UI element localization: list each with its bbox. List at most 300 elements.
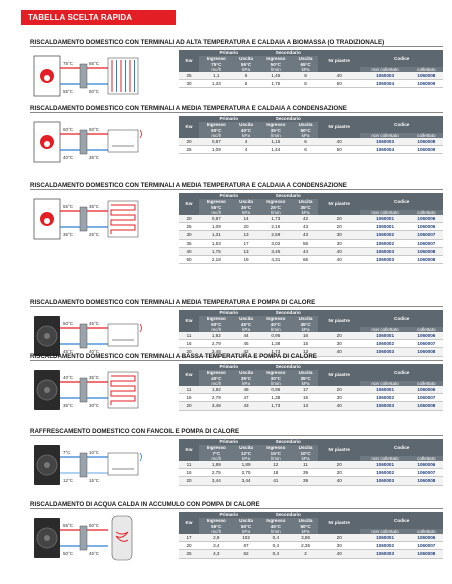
col-unit: collettato <box>410 529 443 534</box>
col-flow-label: Uscita <box>293 122 318 128</box>
product-code: 1060002 <box>360 469 409 477</box>
col-unit: l/min <box>259 67 294 72</box>
table-row <box>179 72 443 80</box>
table-cell: 67 <box>234 542 259 550</box>
table-cell: 41 <box>259 477 294 485</box>
col-unit: kPa <box>234 381 259 386</box>
table-cell: 20 <box>179 348 199 356</box>
diagram <box>32 116 142 168</box>
table-row <box>179 469 443 477</box>
plate-exchanger <box>80 207 87 231</box>
table-cell: 0,95 <box>259 386 294 394</box>
section-title: RISCALDAMENTO DOMESTICO CON TERMINALI AD ALTA TEMPERATURA E CALDAIA A BIOMASSA (O TRADIZIONALE) <box>30 38 443 47</box>
col-unit: mc/h <box>199 210 234 215</box>
temperature-label: 65°C <box>89 61 100 66</box>
col-unit: mc/h <box>199 381 234 386</box>
table-cell: 40 <box>318 402 360 410</box>
col-temperature: 45°C <box>234 322 259 328</box>
product-code: 1060008 <box>410 247 443 255</box>
product-code: 1060007 <box>410 542 443 550</box>
table-cell: 20 <box>318 534 360 542</box>
col-temperature: 75°C <box>199 62 234 68</box>
col-flow-label: Uscita <box>234 122 259 128</box>
col-codice: Codice <box>360 364 443 381</box>
system-diagram <box>32 116 142 168</box>
temperature-label: 55°C <box>63 523 74 528</box>
table-cell: 30 <box>318 239 360 247</box>
table-cell: 30 <box>318 542 360 550</box>
diagram <box>32 512 142 564</box>
table-cell: 1,15 <box>259 138 294 146</box>
col-unit: mc/h <box>199 456 234 461</box>
col-unit: kPa <box>293 381 318 386</box>
table-cell: 2,16 <box>259 223 294 231</box>
col-flow-label: Ingresso <box>259 370 294 376</box>
product-code: 1060007 <box>410 231 443 239</box>
col-primario: Primario <box>199 512 259 518</box>
product-code: 1060002 <box>360 394 409 402</box>
table-cell: 20 <box>179 215 199 223</box>
table-cell: 3,48 <box>199 348 234 356</box>
table-cell: 20 <box>318 386 360 394</box>
table-cell: 6 <box>293 146 318 154</box>
selection-table <box>179 50 443 88</box>
table-cell: 50 <box>318 80 360 88</box>
table-cell: 48 <box>234 386 259 394</box>
selection-table <box>179 116 443 154</box>
table-cell: 0,87 <box>199 138 234 146</box>
temperature-label: 50°C <box>89 523 100 528</box>
product-code: 1060001 <box>360 386 409 394</box>
fancoil-unit <box>108 453 138 475</box>
col-flow-label: Uscita <box>293 370 318 376</box>
table-row <box>179 394 443 402</box>
col-secondario: Secondario <box>259 116 319 122</box>
table-cell: 17 <box>234 239 259 247</box>
col-flow-label: Ingresso <box>199 316 234 322</box>
table-row <box>179 80 443 88</box>
product-code: 1060008 <box>410 550 443 558</box>
table-cell: 1,89 <box>234 461 259 469</box>
product-code: 1060003 <box>360 247 409 255</box>
diagram <box>32 193 142 245</box>
temperature-label: 55°C <box>63 204 74 209</box>
col-kw: Kw <box>179 364 199 386</box>
table-cell: 4,31 <box>259 256 294 264</box>
table-row <box>179 542 443 550</box>
table-cell: 40 <box>318 348 360 356</box>
col-unit: collettato <box>410 133 443 138</box>
col-flow-label: Ingresso <box>199 370 234 376</box>
col-unit: l/min <box>259 529 294 534</box>
table-cell: 1,1 <box>199 72 234 80</box>
col-temperature: 25°C <box>259 205 294 211</box>
col-nr-piastre: Nr piastre <box>318 116 360 138</box>
col-temperature: 35°C <box>234 376 259 382</box>
temperature-label: 45°C <box>89 321 100 326</box>
table-cell: 13 <box>293 402 318 410</box>
product-code: 1060006 <box>410 461 443 469</box>
table-cell: 4,3 <box>199 550 234 558</box>
col-flow-label: Ingresso <box>199 56 234 62</box>
product-code: 1060008 <box>410 477 443 485</box>
table-row <box>179 239 443 247</box>
product-code: 1060002 <box>360 231 409 239</box>
col-temperature: 45°C <box>293 322 318 328</box>
plate-exchanger <box>80 526 87 550</box>
product-code: 1060008 <box>410 138 443 146</box>
temperature-label: 40°C <box>63 155 74 160</box>
airflow-icon <box>140 453 142 461</box>
table-cell: 40 <box>179 247 199 255</box>
product-code: 1060001 <box>360 223 409 231</box>
product-code: 1060007 <box>410 469 443 477</box>
table-cell: 30 <box>318 231 360 239</box>
table-cell: 1,33 <box>199 80 234 88</box>
table-cell: 17 <box>179 534 199 542</box>
table-cell: 18 <box>259 469 294 477</box>
table-cell: 2,75 <box>234 469 259 477</box>
col-unit: collettato <box>410 67 443 72</box>
col-secondario: Secondario <box>259 364 319 370</box>
table-cell: 16 <box>179 469 199 477</box>
table-cell: 6 <box>293 138 318 146</box>
diagram <box>32 50 142 102</box>
system-diagram <box>32 50 142 102</box>
col-unit: kPa <box>293 210 318 215</box>
col-temperature: 50°C <box>199 322 234 328</box>
col-flow-label: Ingresso <box>199 122 234 128</box>
table-row <box>179 256 443 264</box>
diagram <box>32 439 142 491</box>
selection-section <box>30 104 443 160</box>
col-temperature: 40°C <box>259 322 294 328</box>
col-unit: kPa <box>234 210 259 215</box>
col-temperature: 15°C <box>259 451 294 457</box>
table-cell: 2,59 <box>259 231 294 239</box>
product-code: 1060003 <box>360 72 409 80</box>
section-title: RISCALDAMENTO DOMESTICO CON TERMINALI A MEDIA TEMPERATURA E CALDAIA A CONDENSAZIONE <box>30 104 443 113</box>
col-unit: non collettato <box>360 327 409 332</box>
col-flow-label: Ingresso <box>259 122 294 128</box>
col-unit: kPa <box>293 327 318 332</box>
table-row <box>179 340 443 348</box>
col-unit: l/min <box>259 210 294 215</box>
col-temperature: 35°C <box>234 205 259 211</box>
col-flow-label: Uscita <box>234 445 259 451</box>
table-cell: 30 <box>179 231 199 239</box>
table-cell: 20 <box>318 223 360 231</box>
product-code: 1060006 <box>410 223 443 231</box>
col-unit: kPa <box>234 529 259 534</box>
col-temperature: 65°C <box>293 62 318 68</box>
table-cell: 4 <box>234 138 259 146</box>
col-flow-label: Uscita <box>293 316 318 322</box>
col-primario: Primario <box>199 50 259 56</box>
col-unit: collettato <box>410 381 443 386</box>
col-nr-piastre: Nr piastre <box>318 364 360 386</box>
col-temperature: 50°C <box>259 62 294 68</box>
col-unit: kPa <box>293 529 318 534</box>
table-cell: 43 <box>293 231 318 239</box>
table-cell: 30 <box>318 469 360 477</box>
table-cell: 1,75 <box>259 80 294 88</box>
col-kw: Kw <box>179 310 199 332</box>
temperature-label: 50°C <box>63 321 74 326</box>
product-code: 1060003 <box>360 477 409 485</box>
table-cell: 1,09 <box>199 146 234 154</box>
col-primario: Primario <box>199 439 259 445</box>
table-cell: 40 <box>318 550 360 558</box>
plate-exchanger <box>80 64 87 88</box>
table-cell: 2,35 <box>293 542 318 550</box>
table-cell: 25 <box>179 550 199 558</box>
temperature-label: 35°C <box>89 375 100 380</box>
col-primario: Primario <box>199 116 259 122</box>
table-cell: 3,4 <box>199 542 234 550</box>
airflow-icon <box>140 130 142 138</box>
table-cell: 44 <box>293 247 318 255</box>
temperature-label: 40°C <box>63 375 74 380</box>
table-cell: 11 <box>179 386 199 394</box>
table-cell: 1,92 <box>199 332 234 340</box>
table-row <box>179 138 443 146</box>
table-row <box>179 550 443 558</box>
product-code: 1060006 <box>410 332 443 340</box>
table-cell: 0,4 <box>259 534 294 542</box>
product-code: 1060001 <box>360 215 409 223</box>
selection-table <box>179 364 443 411</box>
table-cell: 3,44 <box>234 477 259 485</box>
selection-section <box>30 427 443 484</box>
product-code: 1060003 <box>360 402 409 410</box>
selection-table <box>179 512 443 559</box>
table-cell: 1,44 <box>259 146 294 154</box>
col-primario: Primario <box>199 364 259 370</box>
product-code: 1060008 <box>410 256 443 264</box>
table-cell: 4 <box>234 146 259 154</box>
product-code: 1060009 <box>410 146 443 154</box>
col-temperature: 40°C <box>234 128 259 134</box>
temperature-label: 35°C <box>63 232 74 237</box>
col-codice: Codice <box>360 193 443 210</box>
selection-table <box>179 193 443 264</box>
col-unit: kPa <box>234 456 259 461</box>
col-flow-label: Ingresso <box>259 56 294 62</box>
product-code: 1060007 <box>410 239 443 247</box>
product-code: 1060003 <box>360 550 409 558</box>
col-nr-piastre: Nr piastre <box>318 193 360 215</box>
table-cell: 1,73 <box>259 402 294 410</box>
col-unit: l/min <box>259 381 294 386</box>
col-temperature: 30°C <box>259 376 294 382</box>
section-title: RISCALDAMENTO DI ACQUA CALDA IN ACCUMULO CON POMPA DI CALORE <box>30 500 443 509</box>
col-unit: non collettato <box>360 456 409 461</box>
col-unit: mc/h <box>199 327 234 332</box>
table-cell: 50 <box>318 146 360 154</box>
table-row <box>179 223 443 231</box>
table-cell: 15 <box>293 394 318 402</box>
product-code: 1060006 <box>410 386 443 394</box>
table-cell: 39 <box>293 469 318 477</box>
selection-section <box>30 181 443 263</box>
table-cell: 1,73 <box>259 348 294 356</box>
table-cell: 3,02 <box>259 239 294 247</box>
col-unit: non collettato <box>360 67 409 72</box>
col-flow-label: Uscita <box>234 199 259 205</box>
table-cell: 56 <box>293 239 318 247</box>
temperature-label: 35°C <box>89 155 100 160</box>
system-diagram <box>32 364 142 416</box>
table-cell: 62 <box>234 550 259 558</box>
table-cell: 44 <box>234 332 259 340</box>
floor-heating <box>108 372 138 408</box>
col-unit: l/min <box>259 327 294 332</box>
temperature-label: 75°C <box>63 61 74 66</box>
table-row <box>179 534 443 542</box>
product-code: 1060001 <box>360 332 409 340</box>
col-secondario: Secondario <box>259 439 319 445</box>
temperature-label: 7°C <box>63 450 71 455</box>
col-kw: Kw <box>179 193 199 215</box>
table-cell: 3,45 <box>259 247 294 255</box>
table-cell: 1,89 <box>199 461 234 469</box>
table-cell: 3,44 <box>199 477 234 485</box>
table-cell: 2,79 <box>199 340 234 348</box>
table-cell: 66 <box>293 256 318 264</box>
table-cell: 13 <box>293 348 318 356</box>
col-unit: non collettato <box>360 210 409 215</box>
product-code: 1060001 <box>360 461 409 469</box>
system-diagram <box>32 439 142 491</box>
col-temperature: 35°C <box>293 376 318 382</box>
table-cell: 20 <box>318 215 360 223</box>
col-unit: collettato <box>410 210 443 215</box>
selection-section <box>30 298 443 355</box>
col-flow-label: Uscita <box>234 316 259 322</box>
table-cell: 2 <box>293 550 318 558</box>
diagram <box>32 364 142 416</box>
table-cell: 16 <box>179 340 199 348</box>
temperature-label: 50°C <box>89 89 100 94</box>
col-temperature: 7°C <box>199 451 234 457</box>
product-code: 1060004 <box>360 146 409 154</box>
col-kw: Kw <box>179 50 199 72</box>
temperature-label: 35°C <box>63 403 74 408</box>
table-cell: 16 <box>179 394 199 402</box>
product-code: 1060007 <box>410 340 443 348</box>
col-flow-label: Uscita <box>234 370 259 376</box>
fancoil-unit <box>108 130 138 152</box>
col-unit: non collettato <box>360 381 409 386</box>
table-cell: 2,75 <box>199 469 234 477</box>
table-cell: 2,9 <box>199 534 234 542</box>
col-primario: Primario <box>199 310 259 316</box>
product-code: 1060003 <box>360 348 409 356</box>
temperature-label: 40°C <box>89 349 100 354</box>
table-cell: 11 <box>179 332 199 340</box>
product-code: 1060008 <box>410 402 443 410</box>
col-flow-label: Uscita <box>234 56 259 62</box>
table-cell: 47 <box>234 394 259 402</box>
col-flow-label: Ingresso <box>259 518 294 524</box>
col-secondario: Secondario <box>259 193 319 199</box>
col-codice: Codice <box>360 116 443 133</box>
table-cell: 45 <box>234 340 259 348</box>
table-cell: 11 <box>179 461 199 469</box>
table-cell: 1,92 <box>199 386 234 394</box>
table-cell: 0,4 <box>259 550 294 558</box>
col-nr-piastre: Nr piastre <box>318 50 360 72</box>
product-code: 1060003 <box>360 138 409 146</box>
table-cell: 5 <box>234 72 259 80</box>
table-cell: 1,38 <box>259 340 294 348</box>
col-temperature: 12°C <box>234 451 259 457</box>
table-cell: 20 <box>179 138 199 146</box>
table-cell: 0,95 <box>259 332 294 340</box>
table-row <box>179 215 443 223</box>
table-cell: 14 <box>234 215 259 223</box>
table-row <box>179 402 443 410</box>
table-cell: 5 <box>234 80 259 88</box>
col-temperature: 35°C <box>259 128 294 134</box>
col-flow-label: Ingresso <box>259 199 294 205</box>
table-cell: 13 <box>234 247 259 255</box>
col-unit: non collettato <box>360 133 409 138</box>
col-temperature: 50°C <box>234 524 259 530</box>
selection-section <box>30 352 443 409</box>
col-unit: non collettato <box>360 529 409 534</box>
table-cell: 42 <box>234 348 259 356</box>
col-unit: kPa <box>293 133 318 138</box>
table-cell: 19 <box>234 256 259 264</box>
table-cell: 20 <box>179 542 199 550</box>
col-temperature: 50°C <box>293 128 318 134</box>
col-codice: Codice <box>360 439 443 456</box>
table-cell: 20 <box>318 332 360 340</box>
col-temperature: 60°C <box>199 128 234 134</box>
table-cell: 30 <box>318 340 360 348</box>
table-cell: 1,45 <box>259 72 294 80</box>
table-cell: 25 <box>179 223 199 231</box>
temperature-label: 25°C <box>89 232 100 237</box>
col-kw: Kw <box>179 116 199 138</box>
col-nr-piastre: Nr piastre <box>318 439 360 461</box>
col-temperature: 55°C <box>234 62 259 68</box>
table-cell: 1,73 <box>259 215 294 223</box>
temperature-label: 15°C <box>89 478 100 483</box>
table-cell: 35 <box>179 239 199 247</box>
plate-exchanger <box>80 378 87 402</box>
table-cell: 17 <box>293 386 318 394</box>
plate-exchanger <box>80 324 87 348</box>
col-secondario: Secondario <box>259 50 319 56</box>
col-temperature: 40°C <box>199 376 234 382</box>
selection-table <box>179 310 443 357</box>
col-temperature: 35°C <box>293 205 318 211</box>
page-title: TABELLA SCELTA RAPIDA SCAMBIATORE DI CALORE <box>21 10 176 25</box>
col-temperature: 50°C <box>293 524 318 530</box>
col-secondario: Secondario <box>259 512 319 518</box>
col-flow-label: Ingresso <box>199 445 234 451</box>
col-unit: collettato <box>410 456 443 461</box>
col-nr-piastre: Nr piastre <box>318 310 360 332</box>
table-cell: 39 <box>293 477 318 485</box>
temperature-label: 45°C <box>89 551 100 556</box>
col-unit: l/min <box>259 133 294 138</box>
col-flow-label: Ingresso <box>259 316 294 322</box>
selection-table <box>179 439 443 486</box>
